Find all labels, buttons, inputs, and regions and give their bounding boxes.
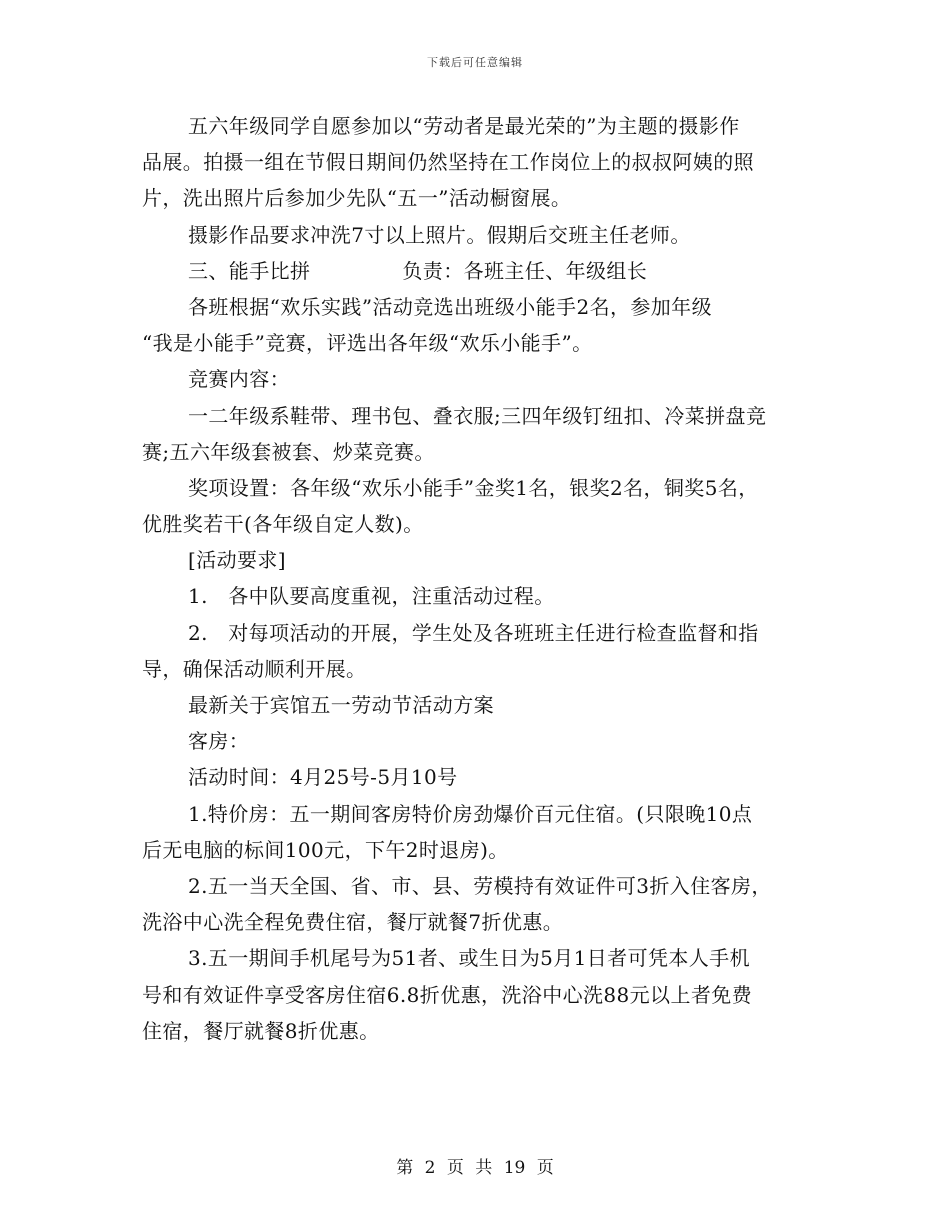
paragraph-line: 摄影作品要求冲洗7寸以上照片。假期后交班主任老师。: [188, 222, 691, 247]
paragraph-line: 洗浴中心洗全程免费住宿，餐厅就餐7折优惠。: [142, 910, 564, 935]
paragraph-line: [活动要求]: [188, 548, 287, 573]
list-item: 1.特价房：五一期间客房特价房劲爆价百元住宿。(只限晚10点: [188, 801, 753, 826]
paragraph-line: 各班根据“欢乐实践”活动竞选出班级小能手2名，参加年级: [188, 294, 712, 319]
document-body: [142, 108, 832, 1049]
paragraph-line: 片，洗出照片后参加少先队“五一”活动橱窗展。: [142, 186, 572, 211]
paragraph-line: 住宿，餐厅就餐8折优惠。: [142, 1018, 380, 1043]
paragraph-line: 品展。拍摄一组在节假日期间仍然坚持在工作岗位上的叔叔阿姨的照: [142, 150, 754, 175]
list-item: 1. 各中队要高度重视，注重活动过程。: [188, 584, 555, 609]
paragraph-line: 后无电脑的标间100元，下午2时退房)。: [142, 837, 509, 862]
list-item: 2. 对每项活动的开展，学生处及各班班主任进行检查监督和指: [188, 620, 759, 645]
section-responsible: 负责：各班主任、年级组长: [402, 258, 648, 283]
paragraph-line: 活动时间：4月25号-5月10号: [188, 765, 458, 790]
paragraph-line: 五六年级同学自愿参加以“劳动者是最光荣的”为主题的摄影作: [188, 114, 740, 138]
list-item: 3.五一期间手机尾号为51者、或生日为5月1日者可凭本人手机: [188, 946, 750, 971]
paragraph-line: 客房：: [188, 729, 250, 754]
page-header-note: 下载后可任意编辑: [427, 56, 523, 69]
section-title: 最新关于宾馆五一劳动节活动方案: [188, 693, 494, 717]
paragraph-line: 优胜奖若干(各年级自定人数)。: [142, 512, 424, 537]
paragraph-line: 竞赛内容：: [188, 367, 290, 392]
page-number: 第 2 页 共 19 页: [396, 1158, 554, 1178]
paragraph-line: 号和有效证件享受客房住宿6.8折优惠，洗浴中心洗88元以上者免费: [142, 982, 753, 1007]
list-item: 2.五一当天全国、省、市、县、劳模持有效证件可3折入住客房，: [188, 873, 772, 898]
paragraph-line: 导，确保活动顺利开展。: [142, 656, 367, 681]
paragraph-line: “我是小能手”竞赛，评选出各年级“欢乐小能手”。: [142, 331, 593, 356]
paragraph-line: 奖项设置：各年级“欢乐小能手”金奖1名，银奖2名，铜奖5名，: [188, 475, 759, 500]
section-heading-line: [142, 253, 832, 289]
paragraph-line: 一二年级系鞋带、理书包、叠衣服;三四年级钉纽扣、冷菜拼盘竞: [188, 403, 767, 428]
section-heading: 三、能手比拼: [188, 258, 311, 283]
paragraph-line: 赛;五六年级套被套、炒菜竞赛。: [142, 439, 435, 464]
